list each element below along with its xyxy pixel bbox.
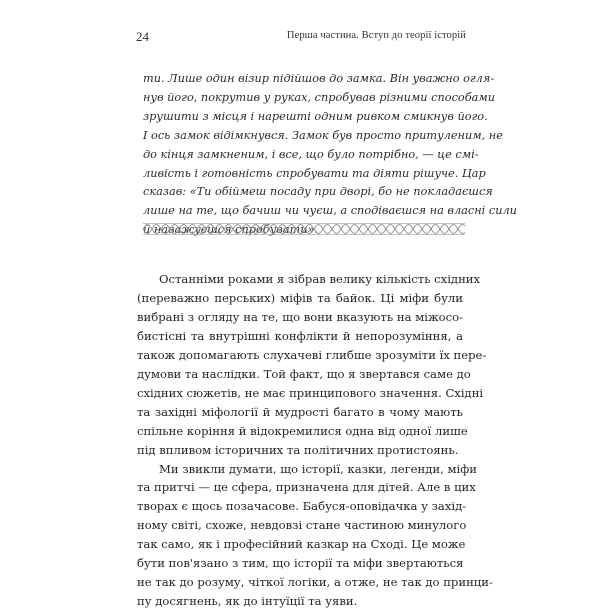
body-line: так само, як і професійний казкар на Сході. Це може xyxy=(137,537,466,552)
braided-ornament-divider-icon xyxy=(143,222,465,236)
body-line: та притчі — це сфера, призначена для дітей. Але в цих xyxy=(137,480,476,495)
body-line: під впливом історичних та політичних протистоянь. xyxy=(137,442,459,457)
italic-quote-block xyxy=(143,70,517,240)
quote-line: І ось замок відімкнувся. Замок був просто притуленим, не xyxy=(143,128,503,142)
quote-line: сказав: «Ти обіймеш посаду при дворі, бо не покладаєшся xyxy=(143,185,493,199)
body-line: ному світі, схоже, невдовзі стане частиною минулого xyxy=(137,518,467,533)
body-line: бистісні та внутрішні конфлікти й непорозуміння, а xyxy=(137,328,463,343)
body-line: Останніми роками я зібрав велику кількість східних xyxy=(159,272,481,286)
quote-line: зрушити з місця і нарешті одним ривком смикнув його. xyxy=(143,109,488,123)
body-line: також допомагають слухачеві глибше зрозуміти їх пере- xyxy=(137,347,487,362)
page-number: 24 xyxy=(136,29,149,44)
quote-line: лише на те, що бачиш чи чуєш, а сподіваєшся на власні сили xyxy=(143,204,517,218)
body-text xyxy=(137,270,493,611)
body-line: та західні міфології й мудрості багато в чому мають xyxy=(137,404,463,419)
running-head: Перша частина. Вступ до теорії історій xyxy=(286,30,466,41)
body-line: думови та наслідки. Той факт, що я звертався саме до xyxy=(137,366,471,381)
body-line: пу досягнень, як до інтуїції та уяви. xyxy=(137,594,358,609)
quote-line: ти. Лише один візир підійшов до замка. Він уважно огля- xyxy=(143,72,495,85)
body-line: не так до розуму, чіткої логіки, а отже, не так до принци- xyxy=(137,575,493,590)
body-line: східних сюжетів, не має принципового значення. Східні xyxy=(137,385,484,400)
quote-line: до кінця замкненим, і все, що було потрібно, — це смі- xyxy=(143,147,479,161)
body-line: вибрані з огляду на те, що вони вказують на міжосо- xyxy=(137,309,463,324)
body-line: спільне коріння й відокремилися одна від одної лише xyxy=(137,423,468,438)
body-line: Ми звикли думати, що історії, казки, легенди, міфи xyxy=(159,461,478,476)
body-line: (переважно перських) міфів та байок. Ці міфи були xyxy=(137,290,463,305)
page-header xyxy=(136,29,466,45)
quote-line: нув його, покрутив у руках, спробував різними способами xyxy=(143,90,495,104)
quote-line: ливість і готовність спробувати та діяти рішуче. Цар xyxy=(143,166,486,180)
body-line: творах є щось позачасове. Бабуся-оповідачка у захід- xyxy=(137,499,467,514)
quote-line: й наважуєшся спробувати». xyxy=(143,223,319,237)
body-line: бути пов'язано з тим, що історії та міфи звертаються xyxy=(137,556,464,571)
